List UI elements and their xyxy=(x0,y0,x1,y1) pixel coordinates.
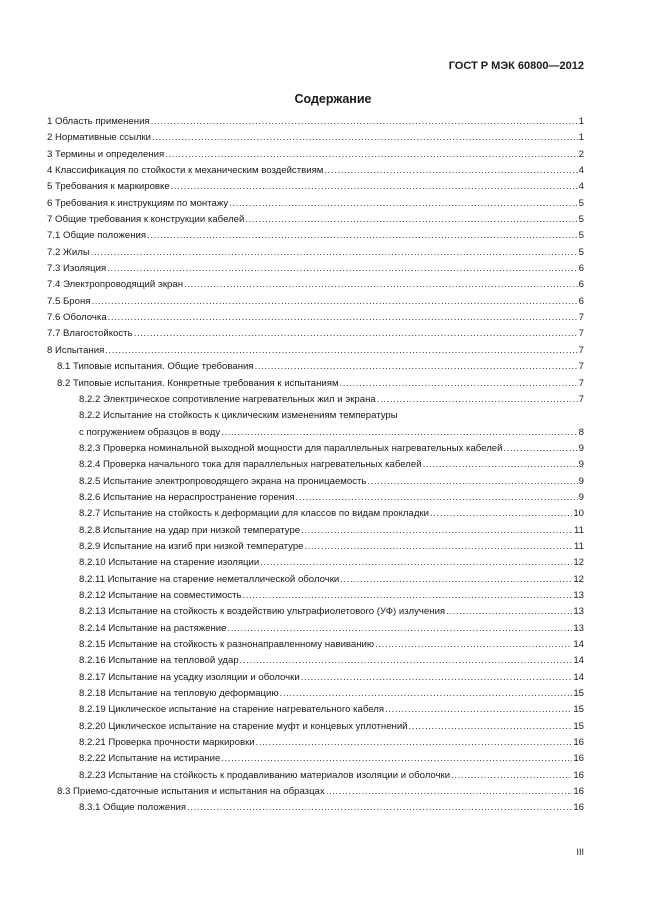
toc-entry-title: 7.1 Общие положения xyxy=(47,230,147,242)
toc-entry-page: 4 xyxy=(578,165,584,177)
toc-entry-title: 8.2.17 Испытание на усадку изоляции и оболочки xyxy=(79,671,300,683)
toc-entry-title: с погружением образцов в воду xyxy=(79,426,221,438)
toc-dot-leader xyxy=(187,800,572,816)
toc-entry[interactable] xyxy=(47,326,584,342)
toc-entry-page: 9 xyxy=(578,442,584,454)
toc-entry-page: 15 xyxy=(573,704,584,716)
toc-entry[interactable] xyxy=(47,523,584,539)
toc-dot-leader xyxy=(256,735,573,751)
toc-dot-leader xyxy=(245,212,577,228)
toc-entry-page: 1 xyxy=(578,116,584,127)
toc-dot-leader xyxy=(147,228,578,244)
toc-entry-title: 7 Общие требования к конструкции кабелей xyxy=(47,214,245,226)
toc-dot-leader xyxy=(430,506,572,522)
toc-entry-page: 12 xyxy=(573,573,584,585)
toc-entry-title: 8.2.18 Испытание на тепловую деформацию xyxy=(79,688,279,700)
toc-entry-title: 6 Требования к инструкциям по монтажу xyxy=(47,197,229,209)
toc-dot-leader xyxy=(260,555,572,571)
toc-dot-leader xyxy=(228,621,573,637)
toc-dot-leader xyxy=(105,343,577,359)
toc-entry[interactable] xyxy=(47,212,584,228)
page-title: Содержание xyxy=(294,92,372,106)
toc-dot-leader xyxy=(151,114,578,130)
toc-entry-title: 3 Термины и определения xyxy=(47,148,165,160)
toc-dot-leader xyxy=(240,653,573,669)
toc-entry[interactable] xyxy=(47,392,584,408)
toc-entry-title: 8.2.16 Испытание на тепловой удар xyxy=(79,655,239,667)
toc-entry[interactable] xyxy=(47,147,584,163)
toc-entry-title: 8.2.22 Испытание на истирание xyxy=(79,753,221,765)
toc-entry-title: 8.2.21 Проверка прочности маркировки xyxy=(79,737,255,749)
toc-entry[interactable] xyxy=(47,245,584,261)
toc-entry-page: 6 xyxy=(578,279,584,291)
toc-entry-page: 16 xyxy=(573,753,584,765)
toc-entry-page: 6 xyxy=(578,295,584,307)
toc-entry-title: 8.2.15 Испытание на стойкость к разнонаправленному навиванию xyxy=(79,639,375,650)
toc-entry-title: 8.1 Типовые испытания. Общие требования xyxy=(57,361,254,373)
toc-dot-leader xyxy=(451,768,572,784)
toc-entry[interactable] xyxy=(47,457,584,473)
toc-dot-leader xyxy=(301,523,573,539)
toc-entry[interactable] xyxy=(47,800,584,816)
toc-entry[interactable] xyxy=(47,604,584,620)
toc-dot-leader xyxy=(301,670,573,686)
toc-entry-title: 8.2.23 Испытание на стойкость к продавливанию материалов изоляции и оболочки xyxy=(79,769,451,781)
toc-entry-title: 4 Классификация по стойкости к механическим воздействиям xyxy=(47,165,324,177)
toc-entry-title: 8.2.6 Испытание на нераспространение горения xyxy=(79,491,295,503)
toc-dot-leader xyxy=(171,179,578,195)
toc-entry-page: 7 xyxy=(578,328,584,340)
toc-entry[interactable] xyxy=(47,719,584,735)
toc-entry[interactable] xyxy=(47,768,584,784)
toc-entry-page: 9 xyxy=(578,459,584,471)
toc-entry-page: 9 xyxy=(578,491,584,503)
toc-entry-title: 8.2 Типовые испытания. Конкретные требования к испытаниям xyxy=(57,377,339,389)
toc-entry-title: 8.2.9 Испытание на изгиб при низкой температуре xyxy=(79,540,304,552)
toc-entry-page: 11 xyxy=(574,540,584,552)
toc-entry-title: 8.3.1 Общие положения xyxy=(79,802,187,814)
toc-entry-page: 9 xyxy=(578,475,584,487)
toc-entry-page: 5 xyxy=(578,214,584,226)
toc-dot-leader xyxy=(305,539,574,555)
toc-entry-title: 8.2.7 Испытание на стойкость к деформации для классов по видам прокладки xyxy=(79,508,430,520)
toc-dot-leader xyxy=(324,163,577,179)
toc-entry-page: 1 xyxy=(578,132,584,144)
toc-entry-page: 15 xyxy=(573,688,584,700)
toc-entry[interactable] xyxy=(47,506,584,522)
toc-dot-leader xyxy=(377,392,578,408)
toc-entry-title: 2 Нормативные ссылки xyxy=(47,132,152,144)
toc-dot-leader xyxy=(221,751,572,767)
toc-entry[interactable] xyxy=(47,588,584,604)
toc-entry-title: 8.2.10 Испытание на старение изоляции xyxy=(79,557,260,569)
toc-dot-leader xyxy=(446,604,572,620)
toc-entry-page: 14 xyxy=(573,639,584,650)
toc-dot-leader xyxy=(108,310,578,326)
toc-dot-leader xyxy=(326,784,573,800)
toc-dot-leader xyxy=(91,245,578,261)
toc-entry-page: 13 xyxy=(573,606,584,618)
toc-entry-title: 5 Требования к маркировке xyxy=(47,181,170,193)
toc-dot-leader xyxy=(340,572,572,588)
toc-entry[interactable] xyxy=(47,539,584,555)
toc-entry-title: 8.2.2 Испытание на стойкость к циклическим изменениям температуры xyxy=(79,410,398,422)
toc-entry-page: 16 xyxy=(573,786,584,798)
toc-entry[interactable] xyxy=(47,751,584,767)
toc-dot-leader xyxy=(221,425,577,441)
toc-entry-title: 1 Область применения xyxy=(47,116,150,127)
toc-entry[interactable] xyxy=(47,686,584,702)
toc-entry-page: 4 xyxy=(578,181,584,193)
toc-dot-leader xyxy=(134,326,578,342)
toc-entry-title: 7.6 Оболочка xyxy=(47,312,107,324)
toc-entry[interactable] xyxy=(47,572,584,588)
toc-entry[interactable] xyxy=(47,441,584,457)
toc-entry-page: 10 xyxy=(573,508,584,520)
toc-entry-page: 7 xyxy=(578,377,584,389)
toc-entry-title: 7.2 Жилы xyxy=(47,246,90,258)
toc-entry[interactable] xyxy=(47,196,584,212)
toc-entry-page: 8 xyxy=(578,426,584,438)
toc-entry[interactable] xyxy=(47,784,584,800)
toc-entry-title: 8.2.19 Циклическое испытание на старение нагревательного кабеля xyxy=(79,704,385,716)
toc-entry[interactable] xyxy=(47,179,584,195)
toc-entry[interactable] xyxy=(47,637,584,653)
toc-entry-page: 13 xyxy=(573,589,584,601)
toc-entry-title: 8.2.11 Испытание на старение неметаллической оболочки xyxy=(79,573,340,585)
page-number: III xyxy=(576,847,584,857)
toc-dot-leader xyxy=(184,277,578,293)
toc-entry[interactable] xyxy=(47,425,584,441)
toc-entry-page: 2 xyxy=(578,148,584,160)
toc-entry[interactable] xyxy=(47,474,584,490)
toc-entry-page: 16 xyxy=(573,769,584,781)
toc-entry[interactable] xyxy=(47,376,584,392)
toc-entry-title: 8.2.13 Испытание на стойкость к воздействию ультрафиолетового (УФ) излучения xyxy=(79,606,446,618)
toc-entry[interactable] xyxy=(47,294,584,310)
toc-entry[interactable] xyxy=(47,653,584,669)
toc-entry-title: 7.7 Влагостойкость xyxy=(47,328,133,340)
toc-entry-page: 13 xyxy=(573,622,584,634)
toc-dot-leader xyxy=(409,719,573,735)
toc-dot-leader xyxy=(243,588,573,604)
toc-entry-title: 8 Испытания xyxy=(47,344,105,356)
toc-dot-leader xyxy=(165,147,577,163)
toc-dot-leader xyxy=(296,490,578,506)
toc-entry[interactable] xyxy=(47,114,584,130)
toc-entry-page: 14 xyxy=(573,655,584,667)
toc-entry[interactable] xyxy=(47,228,584,244)
toc-entry-page: 5 xyxy=(578,197,584,209)
toc-entry[interactable] xyxy=(47,130,584,146)
toc-entry[interactable] xyxy=(47,261,584,277)
toc-entry-page: 16 xyxy=(573,802,584,814)
toc-entry-page: 7 xyxy=(578,361,584,373)
toc-entry-page: 14 xyxy=(573,671,584,683)
toc-entry-page: 5 xyxy=(578,246,584,258)
toc-dot-leader xyxy=(152,130,578,146)
toc-entry-title: 8.3 Приемо-сдаточные испытания и испытания на образцах xyxy=(57,786,325,798)
toc-entry-title: 8.2.5 Испытание электропроводящего экрана на проницаемость xyxy=(79,475,367,487)
toc-entry-title: 7.3 Изоляция xyxy=(47,263,107,275)
toc-entry[interactable] xyxy=(47,163,584,179)
toc-dot-leader xyxy=(280,686,573,702)
toc-entry-title: 8.2.3 Проверка номинальной выходной мощности для параллельных нагревательных кабелей xyxy=(79,442,503,454)
toc-entry[interactable] xyxy=(47,343,584,359)
toc-entry[interactable] xyxy=(47,621,584,637)
table-of-contents xyxy=(47,114,584,817)
toc-entry-page: 16 xyxy=(573,737,584,749)
toc-dot-leader xyxy=(340,376,578,392)
toc-entry-page: 7 xyxy=(578,312,584,324)
toc-dot-leader xyxy=(375,637,572,653)
toc-dot-leader xyxy=(255,359,578,375)
toc-entry[interactable] xyxy=(47,735,584,751)
toc-entry-page: 6 xyxy=(578,263,584,275)
toc-entry-page: 15 xyxy=(573,720,584,732)
toc-dot-leader xyxy=(385,702,572,718)
toc-entry[interactable] xyxy=(47,359,584,375)
toc-entry-title: 7.4 Электропроводящий экран xyxy=(47,279,183,291)
toc-dot-leader xyxy=(504,441,578,457)
toc-entry[interactable] xyxy=(47,490,584,506)
toc-dot-leader xyxy=(367,474,577,490)
toc-entry-page: 5 xyxy=(578,230,584,242)
toc-entry[interactable] xyxy=(47,408,584,424)
toc-entry-page: 11 xyxy=(574,524,584,536)
toc-entry-title: 8.2.14 Испытание на растяжение xyxy=(79,622,227,634)
toc-entry[interactable] xyxy=(47,277,584,293)
toc-entry-title: 8.2.12 Испытание на совместимость xyxy=(79,589,242,601)
toc-entry-page: 7 xyxy=(578,393,584,405)
toc-entry[interactable] xyxy=(47,702,584,718)
toc-dot-leader xyxy=(229,196,577,212)
toc-entry-title: 8.2.2 Электрическое сопротивление нагревательных жил и экрана xyxy=(79,393,376,405)
toc-entry-page: 12 xyxy=(573,557,584,569)
toc-entry[interactable] xyxy=(47,555,584,571)
toc-entry-title: 8.2.4 Проверка начального тока для параллельных нагревательных кабелей xyxy=(79,459,422,471)
toc-entry-title: 8.2.20 Циклическое испытание на старение муфт и концевых уплотнений xyxy=(79,720,408,732)
toc-dot-leader xyxy=(423,457,578,473)
toc-dot-leader xyxy=(107,261,578,277)
toc-entry-title: 8.2.8 Испытание на удар при низкой температуре xyxy=(79,524,301,536)
toc-dot-leader xyxy=(91,294,577,310)
toc-entry[interactable] xyxy=(47,670,584,686)
document-header: ГОСТ Р МЭК 60800—2012 xyxy=(448,60,584,72)
toc-entry-title: 7.5 Броня xyxy=(47,295,91,307)
toc-entry[interactable] xyxy=(47,310,584,326)
toc-entry-page: 7 xyxy=(578,344,584,356)
